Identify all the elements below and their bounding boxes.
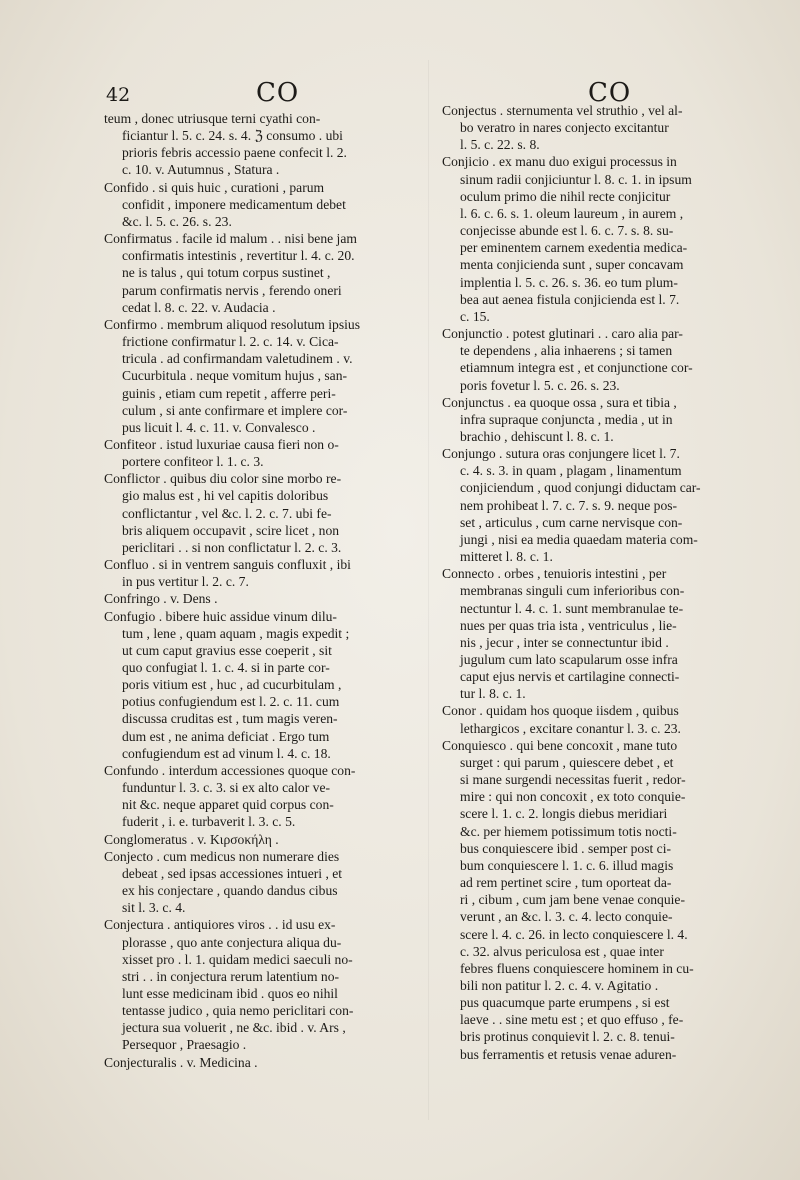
- entry-text-line: conjecisse abunde est l. 6. c. 7. s. 8. su-: [460, 223, 674, 239]
- entry-text-line: bo veratro in nares conjecto excitantur: [460, 120, 669, 136]
- entry-text-line: tur l. 8. c. 1.: [460, 686, 526, 702]
- entry-headword-line: Connecto . orbes , tenuioris intestini , per: [442, 566, 667, 582]
- entry-text-line: mire : qui non concoxit , ex toto conquie-: [460, 789, 686, 805]
- entry-text-line: te dependens , alia inhaerens ; si tamen: [460, 343, 673, 359]
- entry-text-line: frictione confirmatur l. 2. c. 14. v. Cica-: [122, 334, 339, 350]
- entry-text-line: jectura sua voluerit , ne &c. ibid . v. Ars ,: [122, 1020, 346, 1036]
- entry-text-line: guinis , etiam cum repetit , afferre peri-: [122, 385, 336, 401]
- entry-text-line: scere l. 1. c. 2. longis diebus meridiari: [460, 806, 668, 822]
- entry-headword-line: Confundo . interdum accessiones quoque con-: [104, 762, 356, 778]
- entry-headword-line: Conjecto . cum medicus non numerare dies: [104, 848, 340, 864]
- entry-text-line: si mane surgendi necessitas fuerit , redor-: [460, 772, 686, 788]
- entry-text-line: verunt , an &c. l. 3. c. 4. lecto conquie-: [460, 909, 673, 925]
- entry-headword-line: Confringo . v. Dens .: [104, 591, 218, 607]
- entry-headword-line: Conjectura . antiquiores viros . . id usu ex-: [104, 917, 336, 933]
- entry-text-line: bus conquiescere ibid . semper post ci-: [460, 840, 672, 856]
- entry-text-line: Cucurbitula . neque vomitum hujus , san-: [122, 368, 348, 384]
- left-column: [104, 110, 422, 1071]
- index-entry: [442, 325, 764, 394]
- index-entry: [104, 916, 422, 1053]
- entry-headword-line: Conglomeratus . v. Κιρσοκήλη .: [104, 831, 279, 847]
- entry-text-line: confugiendum est ad vinum l. 4. c. 18.: [122, 745, 331, 761]
- entry-text-line: implentia l. 5. c. 26. s. 36. eo tum plum-: [460, 274, 678, 290]
- entry-text-line: lethargicos , excitare conantur l. 3. c. 23.: [460, 720, 681, 736]
- index-entry: [104, 470, 422, 556]
- entry-headword-line: Confirmo . membrum aliquod resolutum ipsius: [104, 316, 360, 332]
- entry-text-line: sit l. 3. c. 4.: [122, 900, 186, 916]
- entry-text-line: bili non patitur l. 2. c. 4. v. Agitatio .: [460, 977, 659, 993]
- entry-text-line: ne is talus , qui totum corpus sustinet ,: [122, 265, 331, 281]
- entry-text-line: discussa cruditas est , tum magis veren-: [122, 711, 338, 727]
- entry-text-line: quo confugiat l. 1. c. 4. si in parte cor-: [122, 660, 330, 675]
- entry-headword-line: teum , donec utriusque terni cyathi con-: [104, 111, 321, 126]
- entry-text-line: c. 4. s. 3. in quam , plagam , linamentum: [460, 463, 682, 479]
- entry-headword-line: Confirmatus . facile id malum . . nisi bene jam: [104, 231, 357, 247]
- entry-text-line: funduntur l. 3. c. 3. si ex alto calor ve-: [122, 780, 331, 796]
- entry-text-line: ficiantur l. 5. c. 24. s. 4. ℨ consumo . ubi: [122, 128, 343, 144]
- entry-text-line: conjiciendum , quod conjungi diductam car-: [460, 480, 701, 496]
- entry-text-line: portere confiteor l. 1. c. 3.: [122, 454, 264, 470]
- entry-text-line: Persequor , Praesagio .: [122, 1037, 247, 1053]
- entry-text-line: sinum radii conjiciuntur l. 8. c. 1. in ipsum: [460, 171, 692, 187]
- entry-text-line: poris fovetur l. 5. c. 26. s. 23.: [460, 377, 620, 393]
- entry-text-line: set , articulus , cum carne nervisque con-: [460, 514, 683, 530]
- entry-text-line: bea aut aenea fistula conjicienda est l. 7.: [460, 291, 680, 307]
- index-entry: [104, 848, 422, 917]
- entry-headword-line: Confiteor . istud luxuriae causa fieri non o-: [104, 436, 339, 452]
- entry-text-line: gio malus est , hi vel capitis doloribus: [122, 488, 329, 504]
- entry-text-line: oculum primo die nihil recte conjicitur: [460, 188, 671, 204]
- entry-headword-line: Conjungo . sutura oras conjungere licet l. 7.: [442, 446, 680, 462]
- entry-text-line: debeat , sed ipsas accessiones intueri , et: [122, 865, 343, 881]
- entry-text-line: in pus vertitur l. 2. c. 7.: [122, 574, 249, 590]
- entry-text-line: lunt esse medicinam ibid . quos eo nihil: [122, 985, 338, 1001]
- index-entry: [104, 831, 422, 848]
- index-entry: [104, 436, 422, 470]
- entry-text-line: &c. l. 5. c. 26. s. 23.: [122, 213, 232, 229]
- entry-headword-line: Confido . si quis huic , curationi , parum: [104, 179, 325, 195]
- left-running-head: CO: [256, 78, 300, 108]
- index-entry: [104, 608, 422, 762]
- entry-text-line: per eminentem carnem exedentia medica-: [460, 240, 688, 256]
- entry-headword-line: Conjicio . ex manu duo exigui processus in: [442, 154, 677, 170]
- entry-text-line: nues per quas tria ista , ventriculus , lie-: [460, 617, 677, 633]
- entry-text-line: ex his conjectare , quando dandus cibus: [122, 883, 338, 899]
- entry-text-line: jungi , nisi ea media quaedam materia com-: [460, 531, 698, 547]
- entry-text-line: pus licuit l. 4. c. 11. v. Convalesco .: [122, 419, 316, 435]
- entry-text-line: confidit , imponere medicamentum debet: [122, 196, 346, 212]
- entry-text-line: c. 10. v. Autumnus , Statura .: [122, 162, 280, 178]
- entry-text-line: periclitari . . si non conflictatur l. 2. c. 3.: [122, 539, 342, 555]
- entry-text-line: infra supraque conjuncta , media , ut in: [460, 411, 673, 427]
- column-gutter: [428, 60, 429, 1120]
- entry-text-line: nit &c. neque apparet quid corpus con-: [122, 797, 334, 813]
- entry-text-line: &c. per hiemem potissimum totis nocti-: [460, 823, 677, 839]
- entry-headword-line: Confugio . bibere huic assidue vinum dilu-: [104, 608, 337, 624]
- entry-text-line: bris aliquem occupavit , scire licet , non: [122, 522, 340, 538]
- entry-text-line: scere l. 4. c. 26. in lecto conquiescere l. 4.: [460, 926, 688, 942]
- entry-text-line: c. 32. alvus periculosa est , quae inter: [460, 943, 664, 959]
- entry-text-line: bris protinus conquievit l. 2. c. 8. tenui-: [460, 1029, 675, 1045]
- entry-text-line: bum conquiescere l. 1. c. 6. illud magis: [460, 857, 674, 873]
- index-entry: [442, 394, 764, 445]
- index-entry: [442, 702, 764, 736]
- entry-text-line: bus ferramentis et retusis venae aduren-: [460, 1046, 677, 1062]
- entry-text-line: febres fluens conquiescere hominem in cu-: [460, 960, 694, 976]
- index-entry: [104, 110, 422, 179]
- entry-text-line: c. 15.: [460, 308, 490, 324]
- index-entry: [104, 316, 422, 436]
- index-entry: [104, 1054, 422, 1071]
- entry-text-line: l. 6. c. 6. s. 1. oleum laureum , in aurem ,: [460, 205, 684, 221]
- index-entry: [442, 565, 764, 702]
- index-entry: [104, 762, 422, 831]
- entry-text-line: tentasse judico , quia nemo periclitari con-: [122, 1003, 354, 1019]
- entry-headword-line: Conflictor . quibus diu color sine morbo re-: [104, 471, 342, 487]
- entry-text-line: plorasse , quo ante conjectura aliqua du-: [122, 934, 342, 950]
- entry-headword-line: Conjectus . sternumenta vel struthio , vel al-: [442, 103, 683, 118]
- entry-text-line: potius confugiendum est l. 2. c. 11. cum: [122, 694, 340, 710]
- entry-text-line: xisset pro . l. 1. quidam medici saeculi no-: [122, 951, 353, 967]
- entry-text-line: ut cum caput gravius esse coeperit , sit: [122, 642, 332, 658]
- entry-text-line: tum , lene , quam aquam , magis expedit ;: [122, 625, 350, 641]
- entry-text-line: conflictantur , vel &c. l. 2. c. 7. ubi fe-: [122, 505, 332, 521]
- entry-text-line: caput ejus nervis et cartilagine connecti-: [460, 669, 680, 685]
- entry-text-line: confirmatis intestinis , revertitur l. 4. c. 20.: [122, 248, 355, 264]
- entry-headword-line: Conjecturalis . v. Medicina .: [104, 1054, 258, 1070]
- entry-text-line: pus quacumque parte erumpens , si est: [460, 995, 670, 1011]
- entry-text-line: poris vitium est , huc , ad cucurbitulam ,: [122, 677, 342, 693]
- index-entry: [442, 445, 764, 565]
- index-entry: [104, 590, 422, 607]
- entry-headword-line: Conquiesco . qui bene concoxit , mane tuto: [442, 737, 678, 753]
- index-entry: [442, 153, 764, 325]
- index-entry: [442, 737, 764, 1063]
- entry-text-line: parum confirmatis nervis , ferendo oneri: [122, 282, 342, 298]
- entry-text-line: cedat l. 8. c. 22. v. Audacia .: [122, 299, 276, 315]
- entry-text-line: fuderit , i. e. turbaverit l. 3. c. 5.: [122, 814, 296, 830]
- entry-text-line: culum , si ante confirmare et implere cor-: [122, 402, 348, 418]
- entry-text-line: menta conjicienda sunt , super concavam: [460, 257, 684, 273]
- index-entry: [104, 179, 422, 230]
- entry-text-line: ad rem pertinet scire , tum oporteat da-: [460, 875, 672, 891]
- entry-text-line: dum est , ne anima deficiat . Ergo tum: [122, 728, 330, 744]
- entry-text-line: brachio , dehiscunt l. 8. c. 1.: [460, 428, 614, 444]
- entry-text-line: stri . . in conjectura rerum latentium no-: [122, 968, 340, 984]
- entry-text-line: l. 5. c. 22. s. 8.: [460, 137, 540, 153]
- entry-text-line: ri , cibum , cum jam bene venae conquie-: [460, 892, 685, 908]
- entry-text-line: membranas singuli cum inferioribus con-: [460, 583, 685, 599]
- right-column: [442, 102, 764, 1063]
- page-number: 42: [106, 84, 131, 106]
- right-running-head: CO: [588, 78, 632, 108]
- entry-text-line: etiamnum integra est , et conjunctione cor-: [460, 360, 693, 376]
- index-entry: [104, 230, 422, 316]
- entry-text-line: prioris febris accessio paene confecit l. 2.: [122, 145, 347, 161]
- entry-text-line: tricula . ad confirmandam valetudinem . v.: [122, 351, 353, 367]
- entry-text-line: laeve . . sine metu est ; et quo effuso , fe-: [460, 1012, 684, 1028]
- index-entry: [104, 556, 422, 590]
- entry-text-line: mitteret l. 8. c. 1.: [460, 549, 553, 565]
- entry-text-line: jugulum cum lato scapularum osse infra: [460, 652, 678, 667]
- entry-headword-line: Conor . quidam hos quoque iisdem , quibus: [442, 703, 679, 719]
- entry-text-line: nis , jecur , inter se connectuntur ibid .: [460, 634, 669, 650]
- entry-headword-line: Conjunctio . potest glutinari . . caro alia par-: [442, 326, 683, 342]
- entry-text-line: surget : qui parum , quiescere debet , et: [460, 754, 674, 770]
- index-entry: [442, 102, 764, 153]
- entry-headword-line: Conjunctus . ea quoque ossa , sura et tibia ,: [442, 394, 677, 410]
- entry-text-line: nectuntur l. 4. c. 1. sunt membranulae te-: [460, 600, 684, 616]
- entry-headword-line: Confluo . si in ventrem sanguis confluxit , ibi: [104, 557, 351, 573]
- entry-text-line: nem prohibeat l. 7. c. 7. s. 9. neque pos-: [460, 497, 678, 513]
